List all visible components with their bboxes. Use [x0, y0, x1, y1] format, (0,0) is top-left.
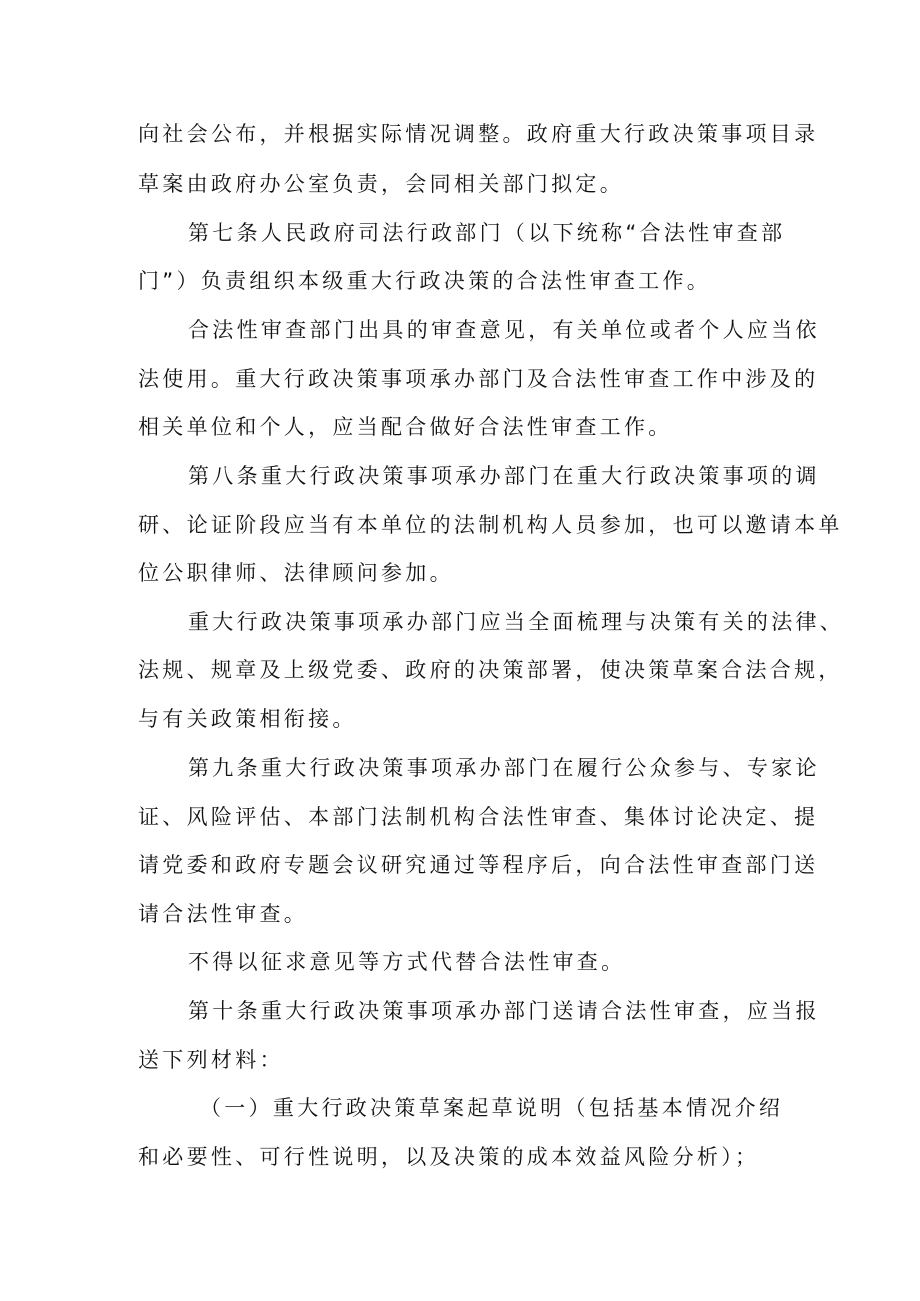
article-10-line: 第十条重大行政决策事项承办部门送请合法性审查，应当报 [188, 999, 820, 1023]
text-line: 和必要性、可行性说明，以及决策的成本效益风险分析）； [138, 1145, 760, 1169]
text-line: 向社会公布，并根据实际情况调整。政府重大行政决策事项目录 [138, 122, 819, 146]
article-7-line: 第七条人民政府司法行政部门（以下统称“合法性审查部 [188, 221, 786, 245]
text-line: 法规、规章及上级党委、政府的决策部署，使决策草案合法合规， [138, 658, 843, 682]
article-8-line: 第八条重大行政决策事项承办部门在重大行政决策事项的调 [188, 464, 820, 488]
text-line: 不得以征求意见等方式代替合法性审查。 [188, 950, 626, 974]
text-line: 重大行政决策事项承办部门应当全面梳理与决策有关的法律、 [188, 610, 845, 634]
text-line: 草案由政府办公室负责，会同相关部门拟定。 [138, 172, 624, 196]
text-line: 与有关政策相衔接。 [138, 707, 357, 731]
text-line: 位公职律师、法律顾问参加。 [138, 561, 454, 585]
article-9-line: 第九条重大行政决策事项承办部门在履行公众参与、专家论 [188, 756, 820, 780]
text-line: 门”）负责组织本级重大行政决策的合法性审查工作。 [138, 269, 712, 293]
text-line: 合法性审查部门出具的审查意见，有关单位或者个人应当依 [188, 318, 820, 342]
text-line: 请党委和政府专题会议研究通过等程序后，向合法性审查部门送 [138, 853, 819, 877]
text-line: 送下列材料： [138, 1048, 284, 1072]
text-line: 请合法性审查。 [138, 902, 309, 926]
text-line: 法使用。重大行政决策事项承办部门及合法性审查工作中涉及的 [138, 367, 819, 391]
list-item-1: （一）重大行政决策草案起草说明（包括基本情况介绍 [200, 1096, 784, 1120]
text-line: 相关单位和个人，应当配合做好合法性审查工作。 [138, 415, 673, 439]
text-line: 证、风险评估、本部门法制机构合法性审查、集体讨论决定、提 [138, 805, 819, 829]
text-line: 研、论证阶段应当有本单位的法制机构人员参加，也可以邀请本单 [138, 513, 843, 537]
